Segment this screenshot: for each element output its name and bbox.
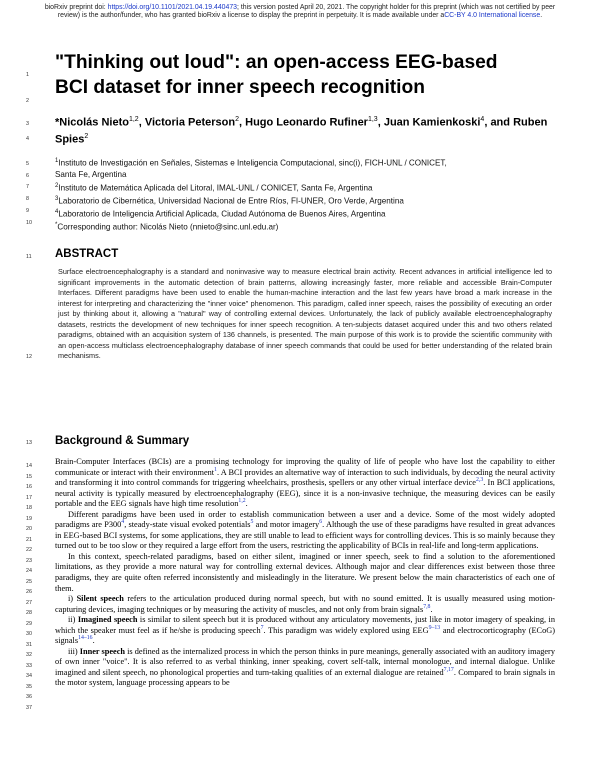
paragraph	[55, 552, 555, 594]
text-run: . Although the use of these paradigms have resulted in great advances in EEG-based BCI systems, for some applications, they are still unable to lead to efficient ways for controlling devices. This is so mainly because they turned out to be too slow or they required a large effort from the users, restricting the applicability of BCIs in real-life and long-term applications.	[55, 520, 555, 551]
citation-link[interactable]: 9–13	[428, 624, 441, 631]
author-affiliation-index: 2	[84, 133, 89, 141]
body-text	[55, 457, 555, 689]
citation-link[interactable]: 2,3	[475, 477, 484, 484]
affiliation-text: Instituto de Investigación en Señales, Sistemas e Inteligencia Computacional, sinc(i), FICH-UNL / CONICET,	[58, 158, 447, 168]
affiliation-line	[55, 220, 555, 233]
line-number: 37	[26, 705, 32, 711]
text-run: Different paradigms have been used in order to establish communication between a user and a device. Some of the most widely adopted paradigms are P300	[55, 509, 555, 530]
paper-title: "Thinking out loud": an open-access EEG-based BCI dataset for inner speech recognition	[55, 52, 498, 98]
citation-link[interactable]: 5	[250, 519, 254, 526]
paragraph	[55, 615, 555, 647]
line-number: 22	[26, 547, 32, 553]
line-number: 30	[26, 631, 32, 637]
paragraph	[55, 594, 555, 615]
license-link[interactable]: CC-BY 4.0 International license	[444, 12, 541, 20]
citation-link[interactable]: 7	[260, 624, 264, 631]
author-affiliation-index: 1,3	[367, 116, 378, 123]
affiliation-text: Instituto de Matemática Aplicada del Litoral, IMAL-UNL / CONICET, Santa Fe, Argentina	[58, 183, 373, 193]
author-separator: ,	[377, 116, 384, 129]
text-run: .	[430, 604, 433, 614]
text-run: refers to the articulation produced during normal speech, but with no sound emitted. It is usually measured using motion-capturing devices, imaging techniques or by measuring the activity of muscles, and not only from brain signals	[55, 594, 555, 614]
author-affiliation-index: 4	[480, 116, 485, 123]
line-number: 12	[26, 354, 32, 360]
line-number: 29	[26, 621, 32, 627]
author-name: Victoria Peterson	[144, 116, 236, 129]
citation-link[interactable]: 6	[319, 519, 323, 526]
text-run: Brain-Computer Interfaces (BCIs) are a promising technology for improving the quality of life of people who have lost the capability to either communicate or interact with their environment	[55, 457, 555, 477]
author-separator: , and	[484, 116, 514, 129]
affiliation-text: Laboratorio de Cibernética, Universidad Nacional de Entre Ríos, FI-UNER, Oro Verde, Argentina	[58, 196, 404, 206]
line-number: 27	[26, 600, 32, 606]
affiliation-line	[55, 194, 555, 207]
author-list	[55, 113, 555, 147]
line-number: 25	[26, 579, 32, 585]
line-number: 2	[26, 98, 29, 104]
citation-link[interactable]: 7,8	[423, 603, 431, 610]
line-number: 14	[26, 463, 32, 469]
affiliation-text: Santa Fe, Argentina	[55, 170, 127, 180]
text-run: and motor imagery	[253, 520, 320, 530]
affiliation-index: 3	[55, 195, 59, 202]
text-run: . Compared to brain signals in the motor system, language processing appears to be	[55, 667, 555, 688]
abstract-text: Surface electroencephalography is a standard and noninvasive way to measure electrical brain activity. Recent advances in artificial intelligence led to significant improvements in the automatic detection of brain patterns, allowing increasingly faster, more reliable and accessible Brain-Computer Interfaces. Different paradigms have been used to enable the human-machine interaction and the last few years have broad a mark increase in the interest for interpreting and characterizing the "inner voice" phenomenon. This paradigm, called inner speech, raises the possibility of executing an order just by thinking about it, allowing a "natural" way of controlling external devices. Unfortunately, the lack of publicly available electroencephalography datasets, restricts the development of new techniques for inner speech recognition. A ten-subjects dataset acquired under this and two others related paradigms, obtained with an acquisition system of 136 channels, is presented. The main purpose of this work is to provide the scientific community with an open-access multiclass electroencephalography database of inner speech commands that could be used for better understanding of the related brain mechanisms.	[58, 267, 552, 361]
text-run: . A BCI provides an alternative way of interaction to such individuals, by decoding the neural activity and transforming it into control commands for triggering wheelchairs, prosthesis, spellers or any other virtual interface device	[55, 467, 555, 488]
line-number: 5	[26, 161, 29, 167]
line-number: 11	[26, 254, 32, 260]
line-number: 26	[26, 589, 32, 595]
text-run: .	[245, 499, 248, 509]
line-number: 3	[26, 121, 29, 127]
text-run: ii)	[68, 615, 78, 625]
doi-link[interactable]: https://doi.org/10.1101/2021.04.19.440473	[107, 4, 237, 11]
line-number: 32	[26, 652, 32, 658]
line-number: 4	[26, 136, 29, 142]
text-run: i)	[68, 594, 77, 604]
corresponding-mark: *	[55, 116, 60, 129]
affiliation-index: 2	[55, 182, 59, 189]
text-run: and electrocorticography (ECoG) signals	[55, 625, 555, 646]
preprint-notice: bioRxiv preprint doi: https://doi.org/10.1101/2021.04.19.440473; this version posted April 20, 2021. The copyright holder for this preprint (which was not certified by peer review) is the author/funder, who has granted bioRxiv a license to display the preprint in perpetuity. It is made available under aCC-BY 4.0 International license.	[44, 4, 556, 20]
line-number: 21	[26, 537, 32, 543]
line-number: 7	[26, 184, 29, 190]
line-number: 31	[26, 642, 32, 648]
author-name: Nicolás Nieto	[59, 116, 129, 129]
line-number: 6	[26, 173, 29, 179]
line-number: 34	[26, 673, 32, 679]
affiliation-text: Laboratorio de Inteligencia Artificial Aplicada, Ciudad Autónoma de Buenos Aires, Argentina	[58, 209, 386, 219]
text-run: . This paradigm was widely explored using EEG	[263, 625, 429, 635]
affiliation-index: *	[55, 222, 58, 229]
author-name: Ruben Spies	[55, 116, 548, 146]
line-number: 36	[26, 694, 32, 700]
text-run: . In BCI applications, neural activity is typically measured by electroencephalography (EEG), since it is a non-invasive technique, the measuring devices can be easily portable and the EEG signals have high time resolution	[55, 478, 555, 509]
affiliation-index: 4	[55, 209, 59, 216]
line-number: 17	[26, 495, 32, 501]
citation-link[interactable]: 1,2	[238, 498, 246, 505]
citation-link[interactable]: 14–16	[78, 635, 93, 642]
text-run: iii)	[68, 646, 80, 656]
text-run: , steady-state visual evoked potentials	[124, 520, 251, 530]
line-number: 28	[26, 610, 32, 616]
paragraph	[55, 510, 555, 552]
affiliation-line	[55, 156, 555, 169]
affiliation-text: Corresponding author: Nicolás Nieto (nnieto@sinc.unl.edu.ar)	[57, 222, 279, 232]
line-number: 15	[26, 474, 32, 480]
paragraph	[55, 647, 555, 689]
text-run: .	[92, 636, 95, 646]
line-number: 19	[26, 516, 32, 522]
affiliation-index: 1	[55, 158, 59, 164]
affiliation-line	[55, 181, 555, 194]
line-number: 18	[26, 505, 32, 511]
text-run: is similar to silent speech but it is produced without any articulatory movements, just like in motor imagery of speaking, in which the speaker must feel as if he/she is producing speech	[55, 615, 556, 635]
affiliation-list	[55, 156, 555, 233]
line-number: 35	[26, 684, 32, 690]
author-affiliation-index: 2	[235, 116, 240, 123]
line-number: 8	[26, 196, 29, 202]
line-number: 9	[26, 208, 29, 214]
line-number: 16	[26, 484, 32, 490]
bold-term: Inner speech	[79, 646, 126, 656]
affiliation-line	[55, 169, 555, 181]
text-run: In this context, speech-related paradigms, based on either silent, imagined or inner speech, seek to find a solution to the aforementioned limitations, as they provide a more natural way for controlling external devices. Although major and clear differences exist between those three paradigms, they are quite often referred inconsistently and misleadingly in the literature. We present below the main characteristics of each one of them.	[55, 551, 555, 593]
text-run: is defined as the internalized process in which the person thinks in pure meanings, generally associated with an auditory imagery of own inner "voice". It is also referred to as verbal thinking, inner speaking, covert self-talk, internal monologue, and internal dialogue. Unlike imagined and silent speech, no phonological properties and turn-taking qualities of an external dialogue are retained	[55, 646, 555, 677]
author-separator: ,	[138, 116, 145, 129]
citation-link[interactable]: 4	[121, 519, 125, 526]
line-number: 1	[26, 72, 29, 78]
line-number: 23	[26, 558, 32, 564]
line-number: 10	[26, 220, 32, 226]
section-heading: Background & Summary	[55, 435, 190, 447]
citation-link[interactable]: 7,17	[443, 667, 454, 674]
bold-term: Imagined speech	[77, 615, 138, 625]
line-number: 20	[26, 526, 32, 532]
author-separator: ,	[239, 116, 246, 129]
bold-term: Silent speech	[76, 594, 124, 604]
affiliation-line	[55, 207, 555, 220]
author-affiliation-index: 1,2	[128, 116, 139, 123]
line-number: 33	[26, 663, 32, 669]
abstract-heading: ABSTRACT	[55, 248, 119, 260]
author-name: Hugo Leonardo Rufiner	[245, 116, 368, 129]
line-number: 24	[26, 568, 32, 574]
citation-link[interactable]: 1	[214, 466, 217, 473]
author-name: Juan Kamienkoski	[383, 116, 481, 129]
paragraph	[55, 457, 555, 510]
line-number: 13	[26, 440, 32, 446]
